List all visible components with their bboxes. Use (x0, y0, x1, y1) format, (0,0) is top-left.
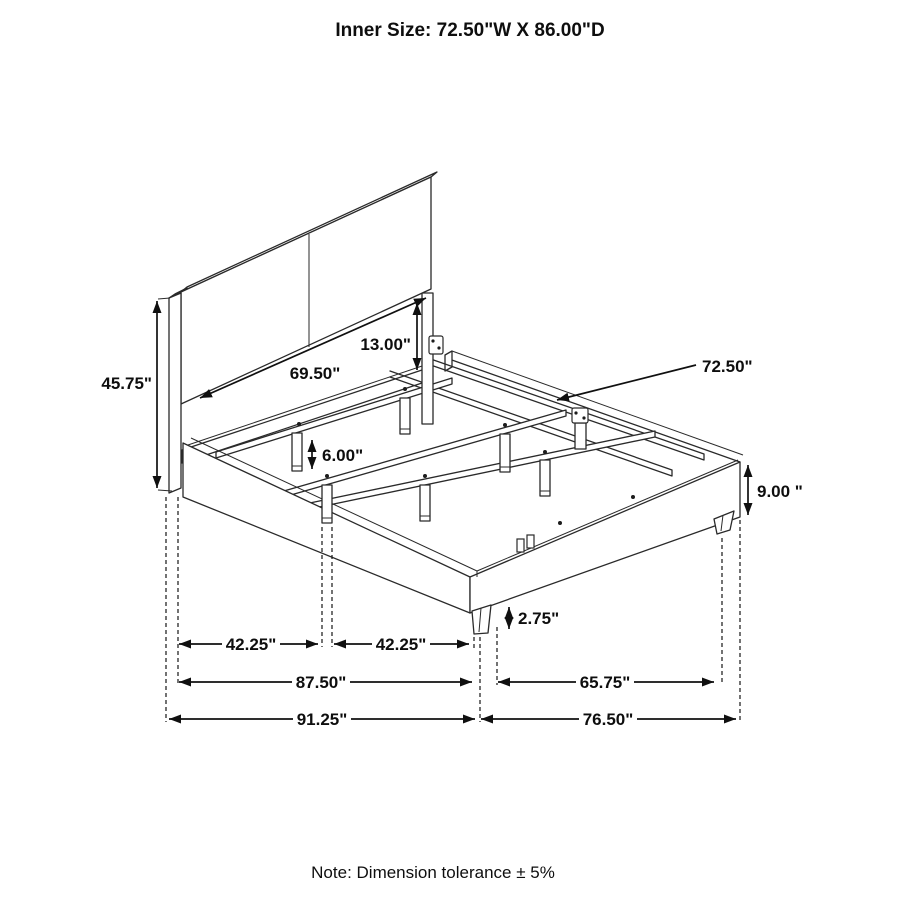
dim-leg-span-foot (334, 635, 469, 654)
dim-label-support-leg: 6.00" (322, 446, 364, 465)
dim-label-leg-span-head: 42.25" (225, 635, 277, 654)
dim-inner-width (557, 357, 753, 400)
dim-headboard-height (101, 298, 172, 491)
dim-label-corner-leg: 2.75" (518, 609, 560, 628)
page-title: Inner Size: 72.50"W X 86.00"D (335, 20, 605, 41)
slat-hook (527, 535, 534, 548)
foot-rail (470, 462, 740, 613)
slat-leg (322, 485, 332, 523)
dim-label-headboard-width: 69.50" (289, 364, 341, 383)
tolerance-note: Note: Dimension tolerance ± 5% (311, 863, 555, 882)
mounting-bracket (429, 336, 443, 354)
dim-leg-span-head (179, 635, 318, 654)
dim-overall-depth (169, 710, 475, 729)
dim-label-headboard-height: 45.75" (101, 374, 152, 393)
dim-support-leg (312, 440, 363, 469)
center-rail-post (575, 423, 586, 449)
slat-leg (500, 434, 510, 472)
dim-label-inner-width: 72.50" (702, 357, 753, 376)
dim-label-overall-width: 76.50" (582, 710, 634, 729)
slat-hook (517, 539, 524, 552)
dim-foot-inner-span (498, 673, 714, 692)
dim-label-panel-gap: 13.00" (360, 335, 411, 354)
dim-label-side-rail-length: 87.50" (295, 673, 347, 692)
dim-side-rail-height (748, 465, 803, 515)
dim-corner-leg (509, 607, 559, 629)
headboard-left-leg (169, 293, 181, 493)
mounting-bracket (572, 408, 588, 423)
dim-label-foot-inner-span: 65.75" (579, 673, 631, 692)
left-side-rail (183, 443, 470, 613)
headboard-right-leg (422, 293, 433, 424)
dim-side-rail-length (179, 673, 472, 692)
slat-leg (292, 433, 302, 471)
dim-overall-width (481, 710, 736, 729)
dim-label-overall-depth: 91.25" (296, 710, 348, 729)
dim-label-leg-span-foot: 42.25" (375, 635, 427, 654)
dim-label-side-rail-height: 9.00 " (757, 482, 803, 501)
